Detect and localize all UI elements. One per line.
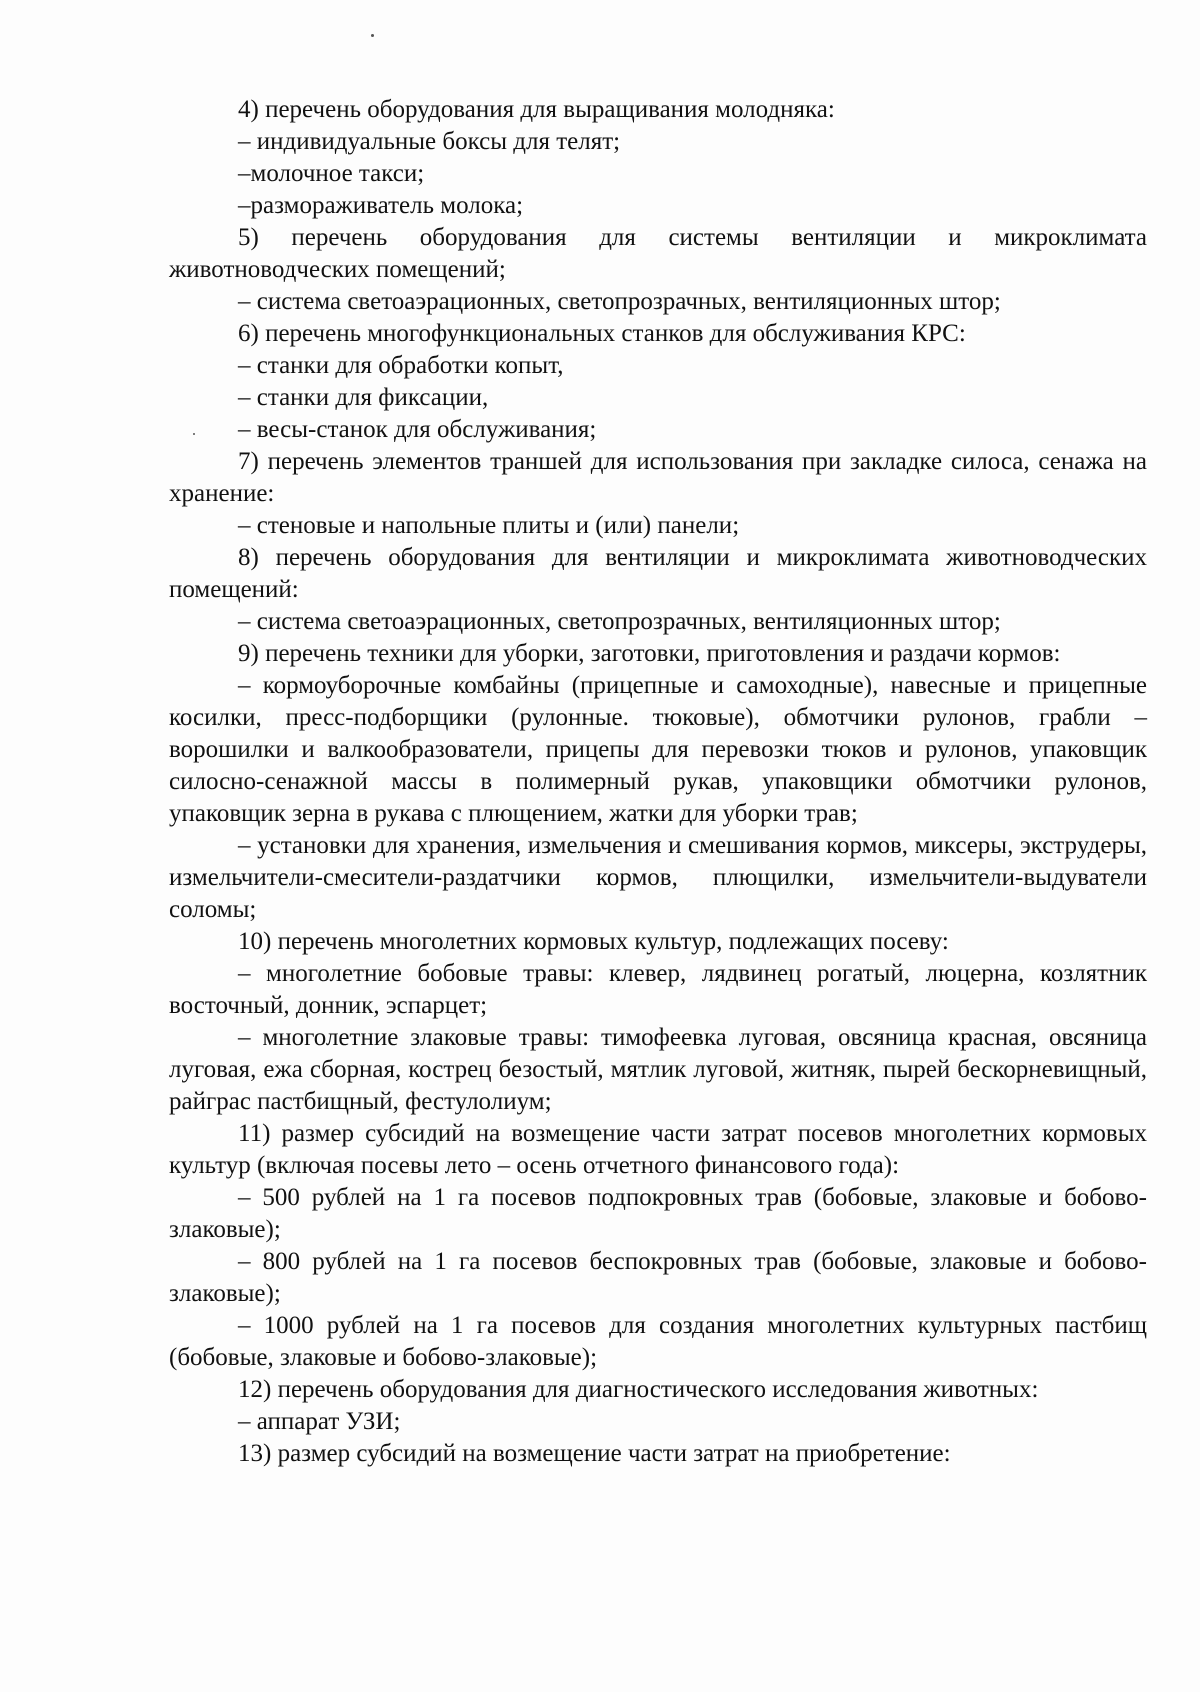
list-subitem: – аппарат УЗИ; — [238, 1408, 401, 1435]
list-item-9-heading: 9) перечень техники для уборки, заготовки, приготовления и раздачи кормов: — [238, 640, 1061, 667]
scan-speck — [371, 34, 374, 37]
list-item-6-heading: 6) перечень многофункциональных станков для обслуживания КРС: — [238, 320, 966, 347]
list-subitem: – индивидуальные боксы для телят; — [238, 128, 621, 155]
list-item-4-heading: 4) перечень оборудования для выращивания молодняка: — [238, 96, 835, 123]
list-subitem: – весы-станок для обслуживания; — [238, 416, 597, 443]
list-subitem: – кормоуборочные комбайны (прицепные и самоходные), навесные и прицепные косилки, пресс-подборщики (рулонные. тюковые), обмотчики рулонов, грабли – ворошилки и валкообразователи, прицепы для перевозки тюков и рулонов, упаковщик силосно-сенажной массы в полимерный рукав, упаковщики обмотчики рулонов, упаковщик зерна в рукава с плющением, жатки для уборки трав; — [169, 672, 1147, 827]
list-subitem: – установки для хранения, измельчения и смешивания кормов, миксеры, экструдеры, измельчители-смесители-раздатчики кормов, плющилки, измельчители-выдуватели соломы; — [169, 832, 1147, 923]
list-subitem: – многолетние бобовые травы: клевер, лядвинец рогатый, люцерна, козлятник восточный, донник, эспарцет; — [169, 960, 1147, 1019]
list-item-7-heading: 7) перечень элементов траншей для использования при закладке силоса, сенажа на хранение: — [169, 448, 1147, 507]
list-subitem: – система светоаэрационных, светопрозрачных, вентиляционных штор; — [238, 608, 1001, 635]
list-subitem: – 500 рублей на 1 га посевов подпокровных трав (бобовые, злаковые и бобово-злаковые); — [169, 1184, 1147, 1243]
list-subitem: – система светоаэрационных, светопрозрачных, вентиляционных штор; — [238, 288, 1001, 315]
list-subitem: – стеновые и напольные плиты и (или) панели; — [238, 512, 740, 539]
list-item-10-heading: 10) перечень многолетних кормовых культур, подлежащих посеву: — [238, 928, 949, 955]
list-item-11-heading: 11) размер субсидий на возмещение части затрат посевов многолетних кормовых культур (включая посевы лето – осень отчетного финансового года): — [169, 1120, 1147, 1179]
list-item-13-heading: 13) размер субсидий на возмещение части затрат на приобретение: — [238, 1440, 951, 1467]
list-item-12-heading: 12) перечень оборудования для диагностического исследования животных: — [238, 1376, 1039, 1403]
document-body — [169, 94, 1147, 1470]
list-subitem: – станки для обработки копыт, — [238, 352, 564, 379]
list-subitem: – 1000 рублей на 1 га посевов для создания многолетних культурных пастбищ (бобовые, злаковые и бобово-злаковые); — [169, 1312, 1147, 1371]
list-item-8-heading: 8) перечень оборудования для вентиляции и микроклимата животноводческих помещений: — [169, 544, 1147, 603]
list-subitem: – станки для фиксации, — [238, 384, 489, 411]
list-subitem: – многолетние злаковые травы: тимофеевка луговая, овсяница красная, овсяница луговая, ежа сборная, кострец безостый, мятлик луговой, житняк, пырей бескорневищный, райграс пастбищный, фестулолиум; — [169, 1024, 1147, 1115]
list-subitem: –размораживатель молока; — [238, 192, 524, 219]
list-item-5-heading: 5) перечень оборудования для системы вентиляции и микроклимата животноводческих помещений; — [169, 224, 1147, 283]
list-subitem: –молочное такси; — [238, 160, 425, 187]
list-subitem: – 800 рублей на 1 га посевов беспокровных трав (бобовые, злаковые и бобово-злаковые); — [169, 1248, 1147, 1307]
